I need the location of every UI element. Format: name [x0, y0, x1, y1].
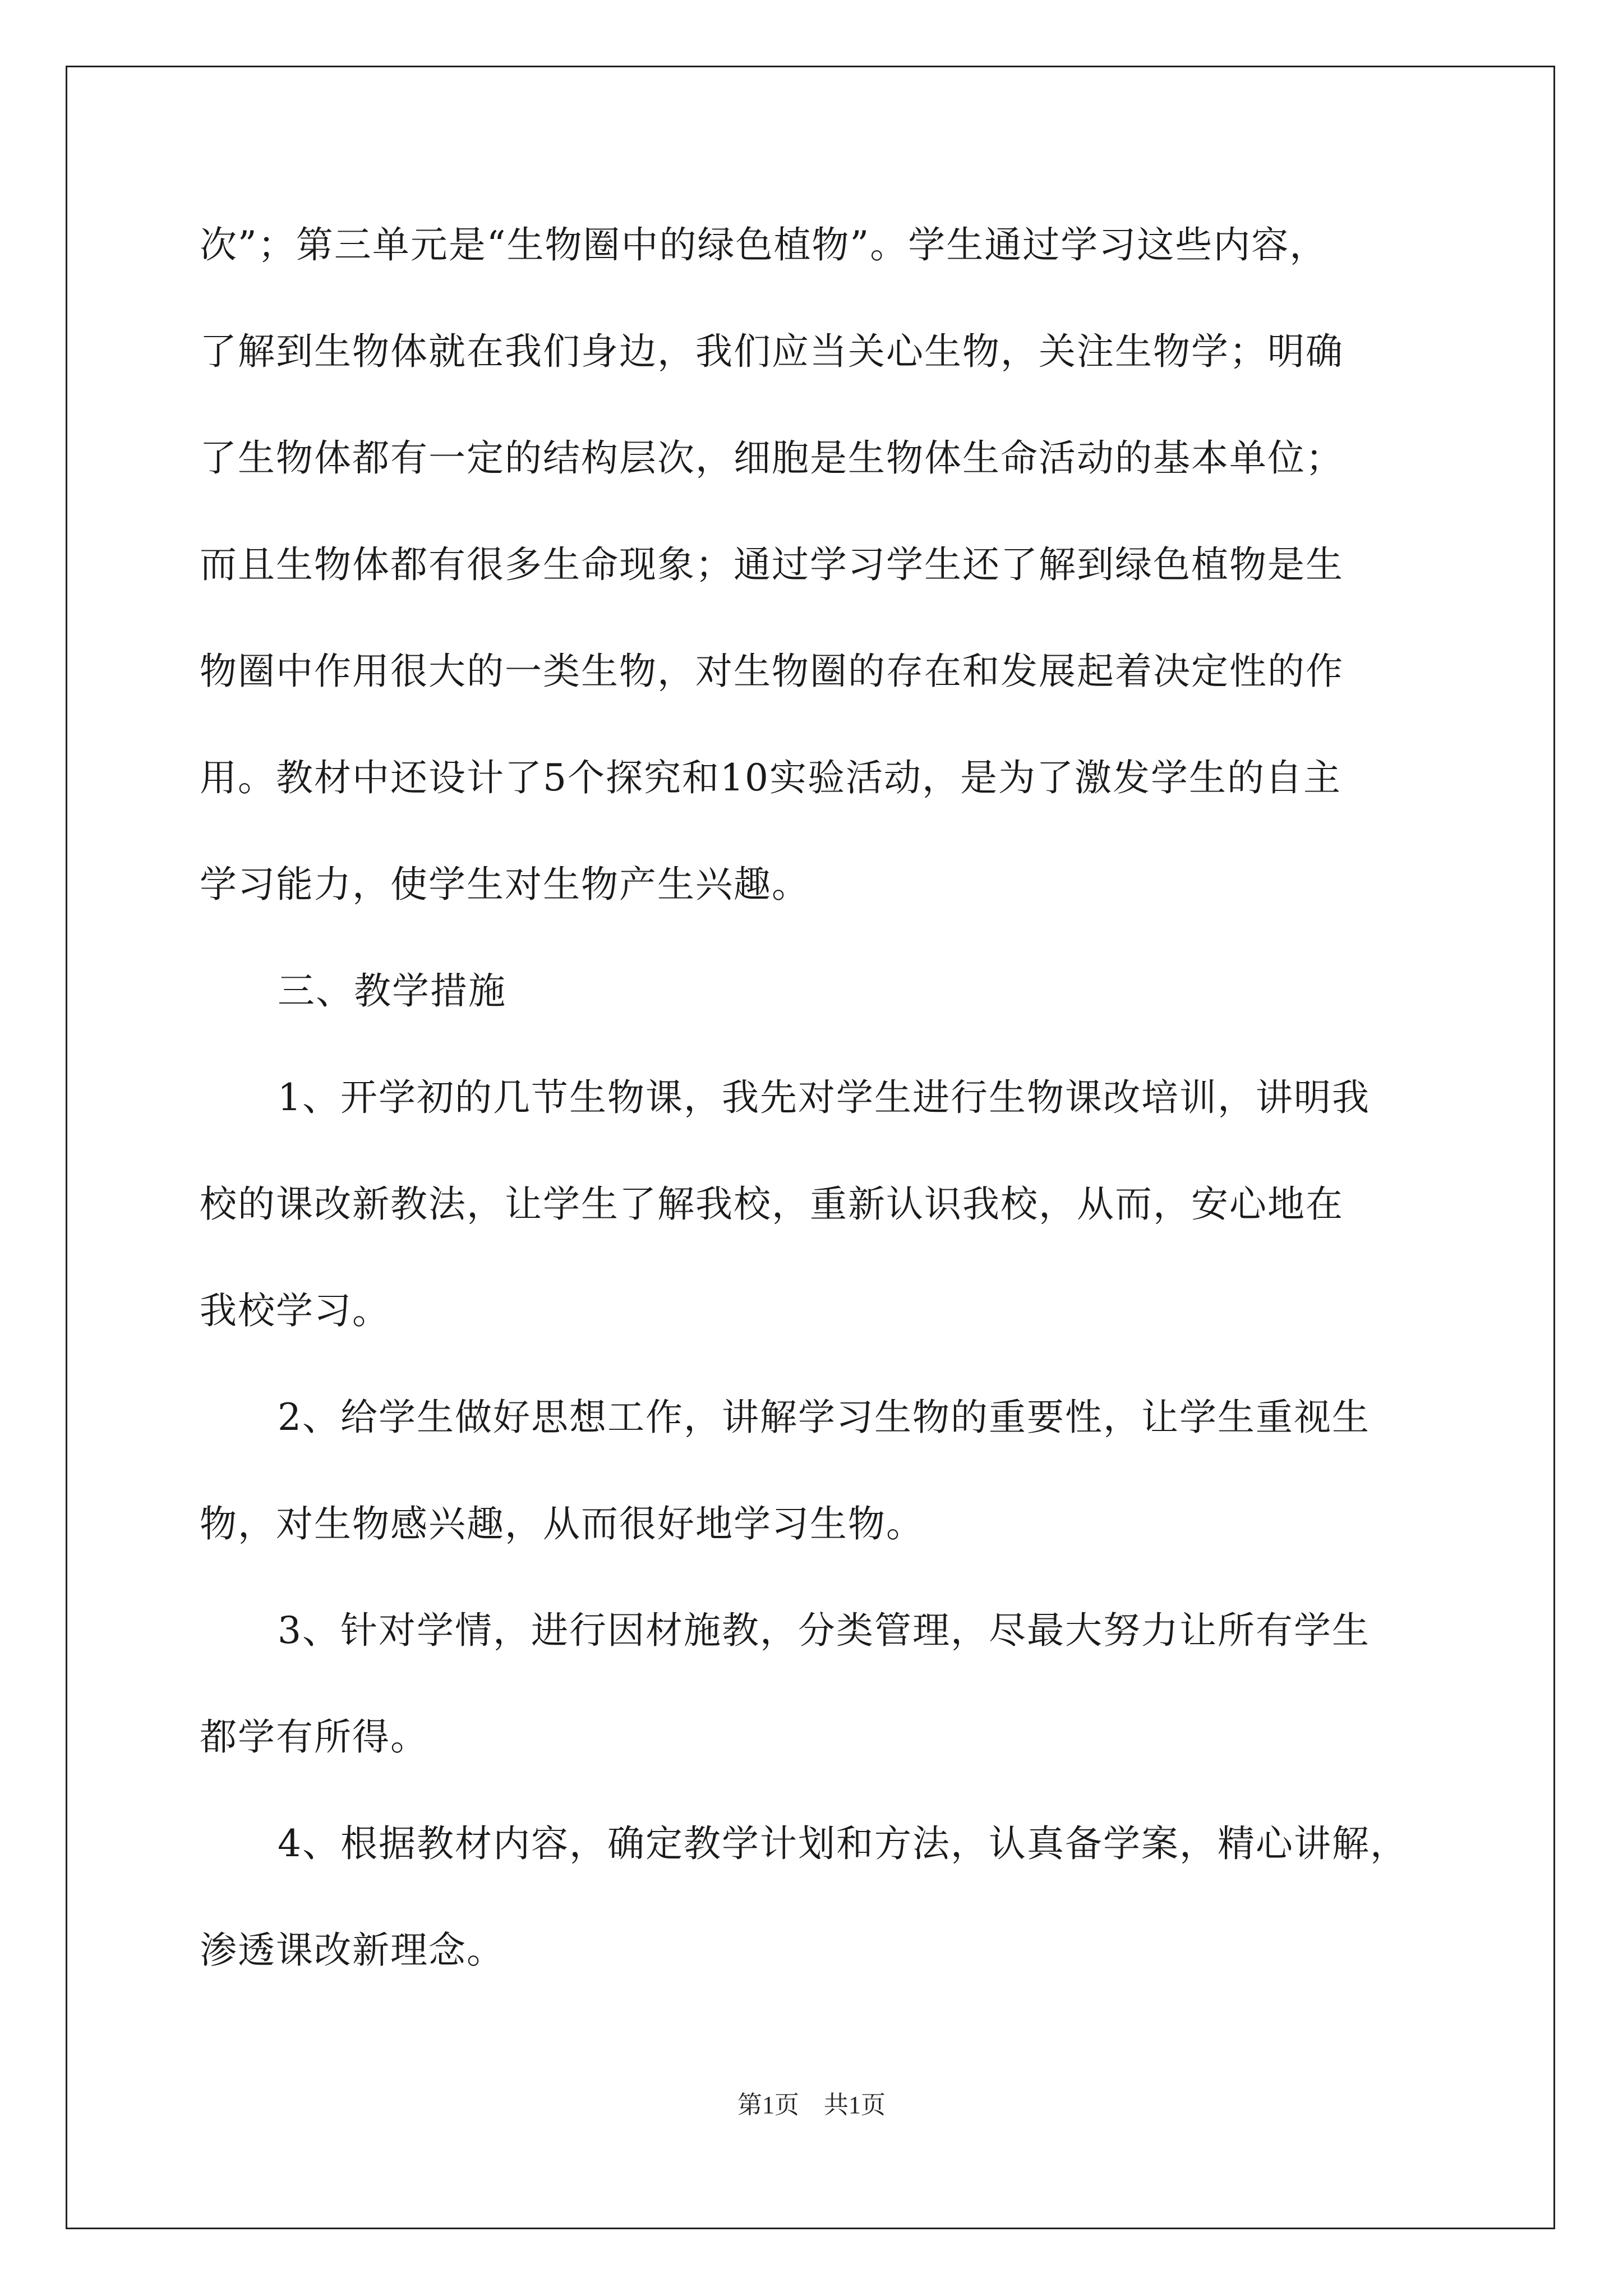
- text-line: 渗透课改新理念。: [200, 1929, 505, 1972]
- text-line: 学习能力，使学生对生物产生兴趣。: [200, 863, 810, 906]
- text-line: 而且生物体都有很多生命现象；通过学习学生还了解到绿色植物是生: [200, 543, 1344, 586]
- text-line: 物，对生物感兴趣，从而很好地学习生物。: [200, 1502, 924, 1545]
- text-line: 校的课改新教法，让学生了解我校，重新认识我校，从而，安心地在: [200, 1182, 1344, 1226]
- text-line: 都学有所得。: [200, 1715, 428, 1759]
- text-line: 次”；第三单元是“生物圈中的绿色植物”。学生通过学习这些内容，: [200, 223, 1328, 266]
- text-line: 了生物体都有一定的结构层次，细胞是生物体生命活动的基本单位；: [200, 436, 1344, 480]
- text-line: 4、根据教材内容，确定教学计划和方法，认真备学案，精心讲解，: [278, 1822, 1408, 1865]
- text-line: 1、开学初的几节生物课，我先对学生进行生物课改培训，讲明我: [278, 1076, 1370, 1119]
- text-line: 我校学习。: [200, 1289, 390, 1332]
- page-footer: 第1页 共1页: [737, 2091, 886, 2119]
- text-line: 物圈中作用很大的一类生物，对生物圈的存在和发展起着决定性的作: [200, 650, 1344, 693]
- text-line: 了解到生物体就在我们身边，我们应当关心生物，关注生物学；明确: [200, 330, 1344, 373]
- text-line: 用。教材中还设计了5个探究和10实验活动，是为了激发学生的自主: [200, 756, 1341, 799]
- page-border: [66, 66, 1555, 2229]
- section-heading: 三、教学措施: [278, 969, 506, 1013]
- text-line: 3、针对学情，进行因材施教，分类管理，尽最大努力让所有学生: [278, 1609, 1370, 1652]
- text-line: 2、给学生做好思想工作，讲解学习生物的重要性，让学生重视生: [278, 1396, 1370, 1439]
